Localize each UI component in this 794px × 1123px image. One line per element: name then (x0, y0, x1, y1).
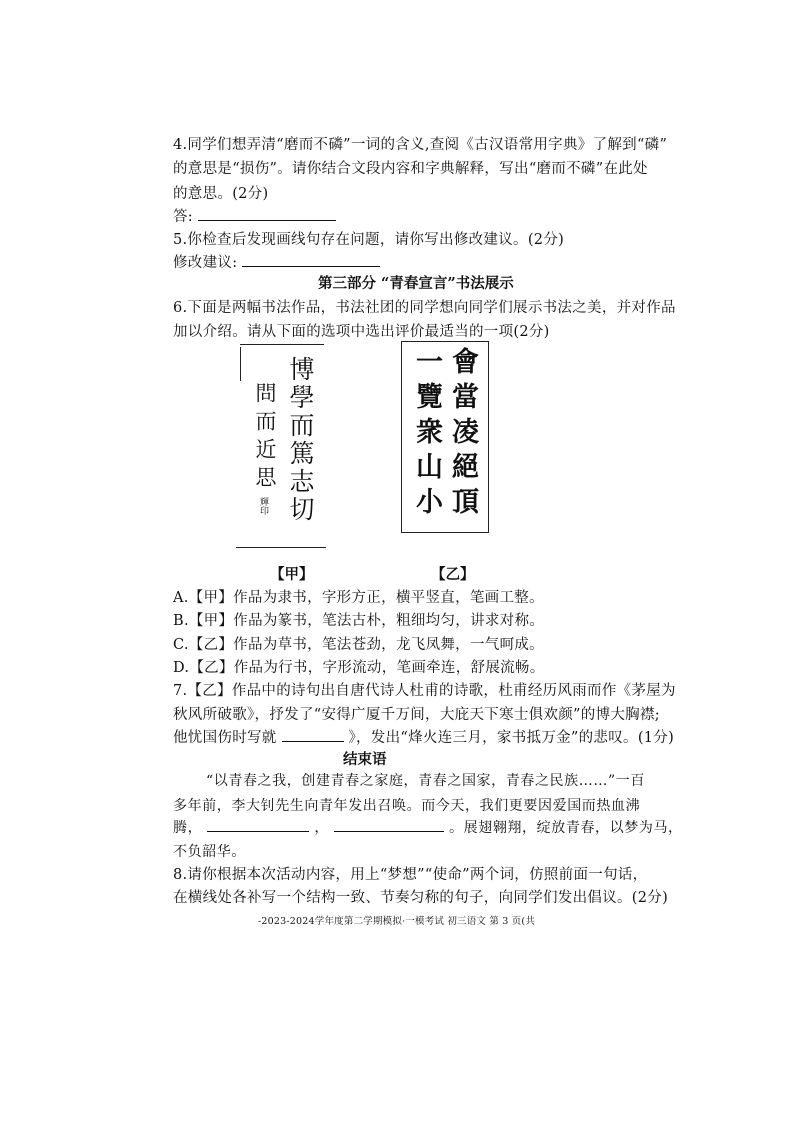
q4-line-2: 的意思是“损伤”。请你结合文段内容和字典解释，写出“磨而不磷”在此处 (173, 161, 648, 177)
calligraphy-jia (236, 344, 326, 550)
q6-line-1: 6.下面是两幅书法作品，书法社团的同学想向同学们展示书法之美，并对作品 (173, 300, 676, 316)
caption-jia: 【甲】 (270, 566, 314, 583)
q4-line-3: 的意思。(2分) (173, 186, 269, 202)
ending-line-2: 多年前，李大钊先生向青年发出召唤。而今天，我们更要因爱国而热血沸 (173, 798, 641, 814)
q7-line-3 (173, 726, 674, 747)
answer-label: 答: (173, 209, 193, 225)
ending-comma: ， (314, 820, 329, 836)
q7-line-1: 7.【乙】作品中的诗句出自唐代诗人杜甫的诗歌，杜甫经历风雨而作《茅屋为 (173, 683, 676, 699)
jia-bottom-rule (236, 547, 326, 548)
answer-blank[interactable] (198, 206, 336, 221)
ending-line-3 (173, 817, 683, 837)
jia-top-rule (240, 344, 324, 345)
q5-suggest-row (173, 251, 380, 272)
option-d[interactable]: D.【乙】作品为行书，字形流动，笔画牵连，舒展流畅。 (173, 660, 545, 676)
jia-column-right: 博學而篤志切 (286, 356, 315, 524)
q7-line-3-end: 》，发出“烽火连三月，家书抵万金”的悲叹。(1分) (348, 730, 675, 746)
q8-line-1: 8.请你根据本次活动内容，用上“梦想”“使命”两个词，仿照前面一句话， (173, 867, 648, 883)
q4-answer-row (173, 205, 336, 226)
q6-line-2: 加以介绍。请从下面的选项中选出评价最适当的一项(2分) (173, 324, 550, 340)
ending-blank-1[interactable] (207, 817, 309, 832)
suggest-blank[interactable] (242, 252, 380, 267)
yi-column-right: 會當凌絕頂 (447, 347, 478, 522)
option-b[interactable]: B.【甲】作品为篆书，笔法古朴，粗细均匀，讲求对称。 (173, 613, 545, 629)
jia-left-rule (240, 347, 241, 381)
q7-line-2: 秋风所破歌》，抒发了“安得广厦千万间，大庇天下寒士俱欢颜”的博大胸襟; (173, 707, 660, 723)
suggest-label: 修改建议: (173, 255, 238, 271)
q7-blank[interactable] (282, 727, 344, 742)
page-footer: -2023-2024学年度第二学期模拟·一模考试 初三语文 第 3 页(共 (258, 916, 536, 927)
calligraphy-yi (401, 341, 490, 535)
caption-yi: 【乙】 (431, 566, 475, 583)
ending-title: 结束语 (343, 751, 387, 768)
q7-line-3-start: 他忧国伤时写就 (173, 730, 277, 746)
q4-line-1: 4.同学们想弄清“磨而不磷”一词的含义,查阅《古汉语常用字典》了解到“磷” (173, 137, 668, 153)
ending-line-1: “以青春之我，创建青春之家庭，青春之国家，青春之民族……”一百 (206, 773, 645, 789)
jia-column-left: 問而近思 (253, 382, 277, 494)
q8-line-2: 在横线处各补写一个结构一致、节奏匀称的句子，向同学们发出倡议。(2分) (173, 890, 669, 906)
option-a[interactable]: A.【甲】作品为隶书，字形方正，横平竖直，笔画工整。 (173, 590, 544, 606)
yi-column-left: 一覽衆山小 (411, 347, 442, 522)
ending-blank-2[interactable] (334, 817, 444, 832)
ending-line-3-end: 。展翅翱翔，绽放青春，以梦为马， (449, 820, 683, 836)
section3-title: 第三部分 “青春宣言”书法展示 (318, 275, 514, 292)
option-c[interactable]: C.【乙】作品为草书，笔法苍劲，龙飞凤舞，一气呵成。 (173, 637, 544, 653)
q5-line-1: 5.你检查后发现画线句存在问题，请你写出修改建议。(2分) (173, 232, 565, 248)
ending-line-4: 不负韶华。 (173, 844, 246, 860)
ending-line-3-start: 腾， (173, 820, 203, 836)
jia-seal: 輝印 (258, 497, 268, 515)
